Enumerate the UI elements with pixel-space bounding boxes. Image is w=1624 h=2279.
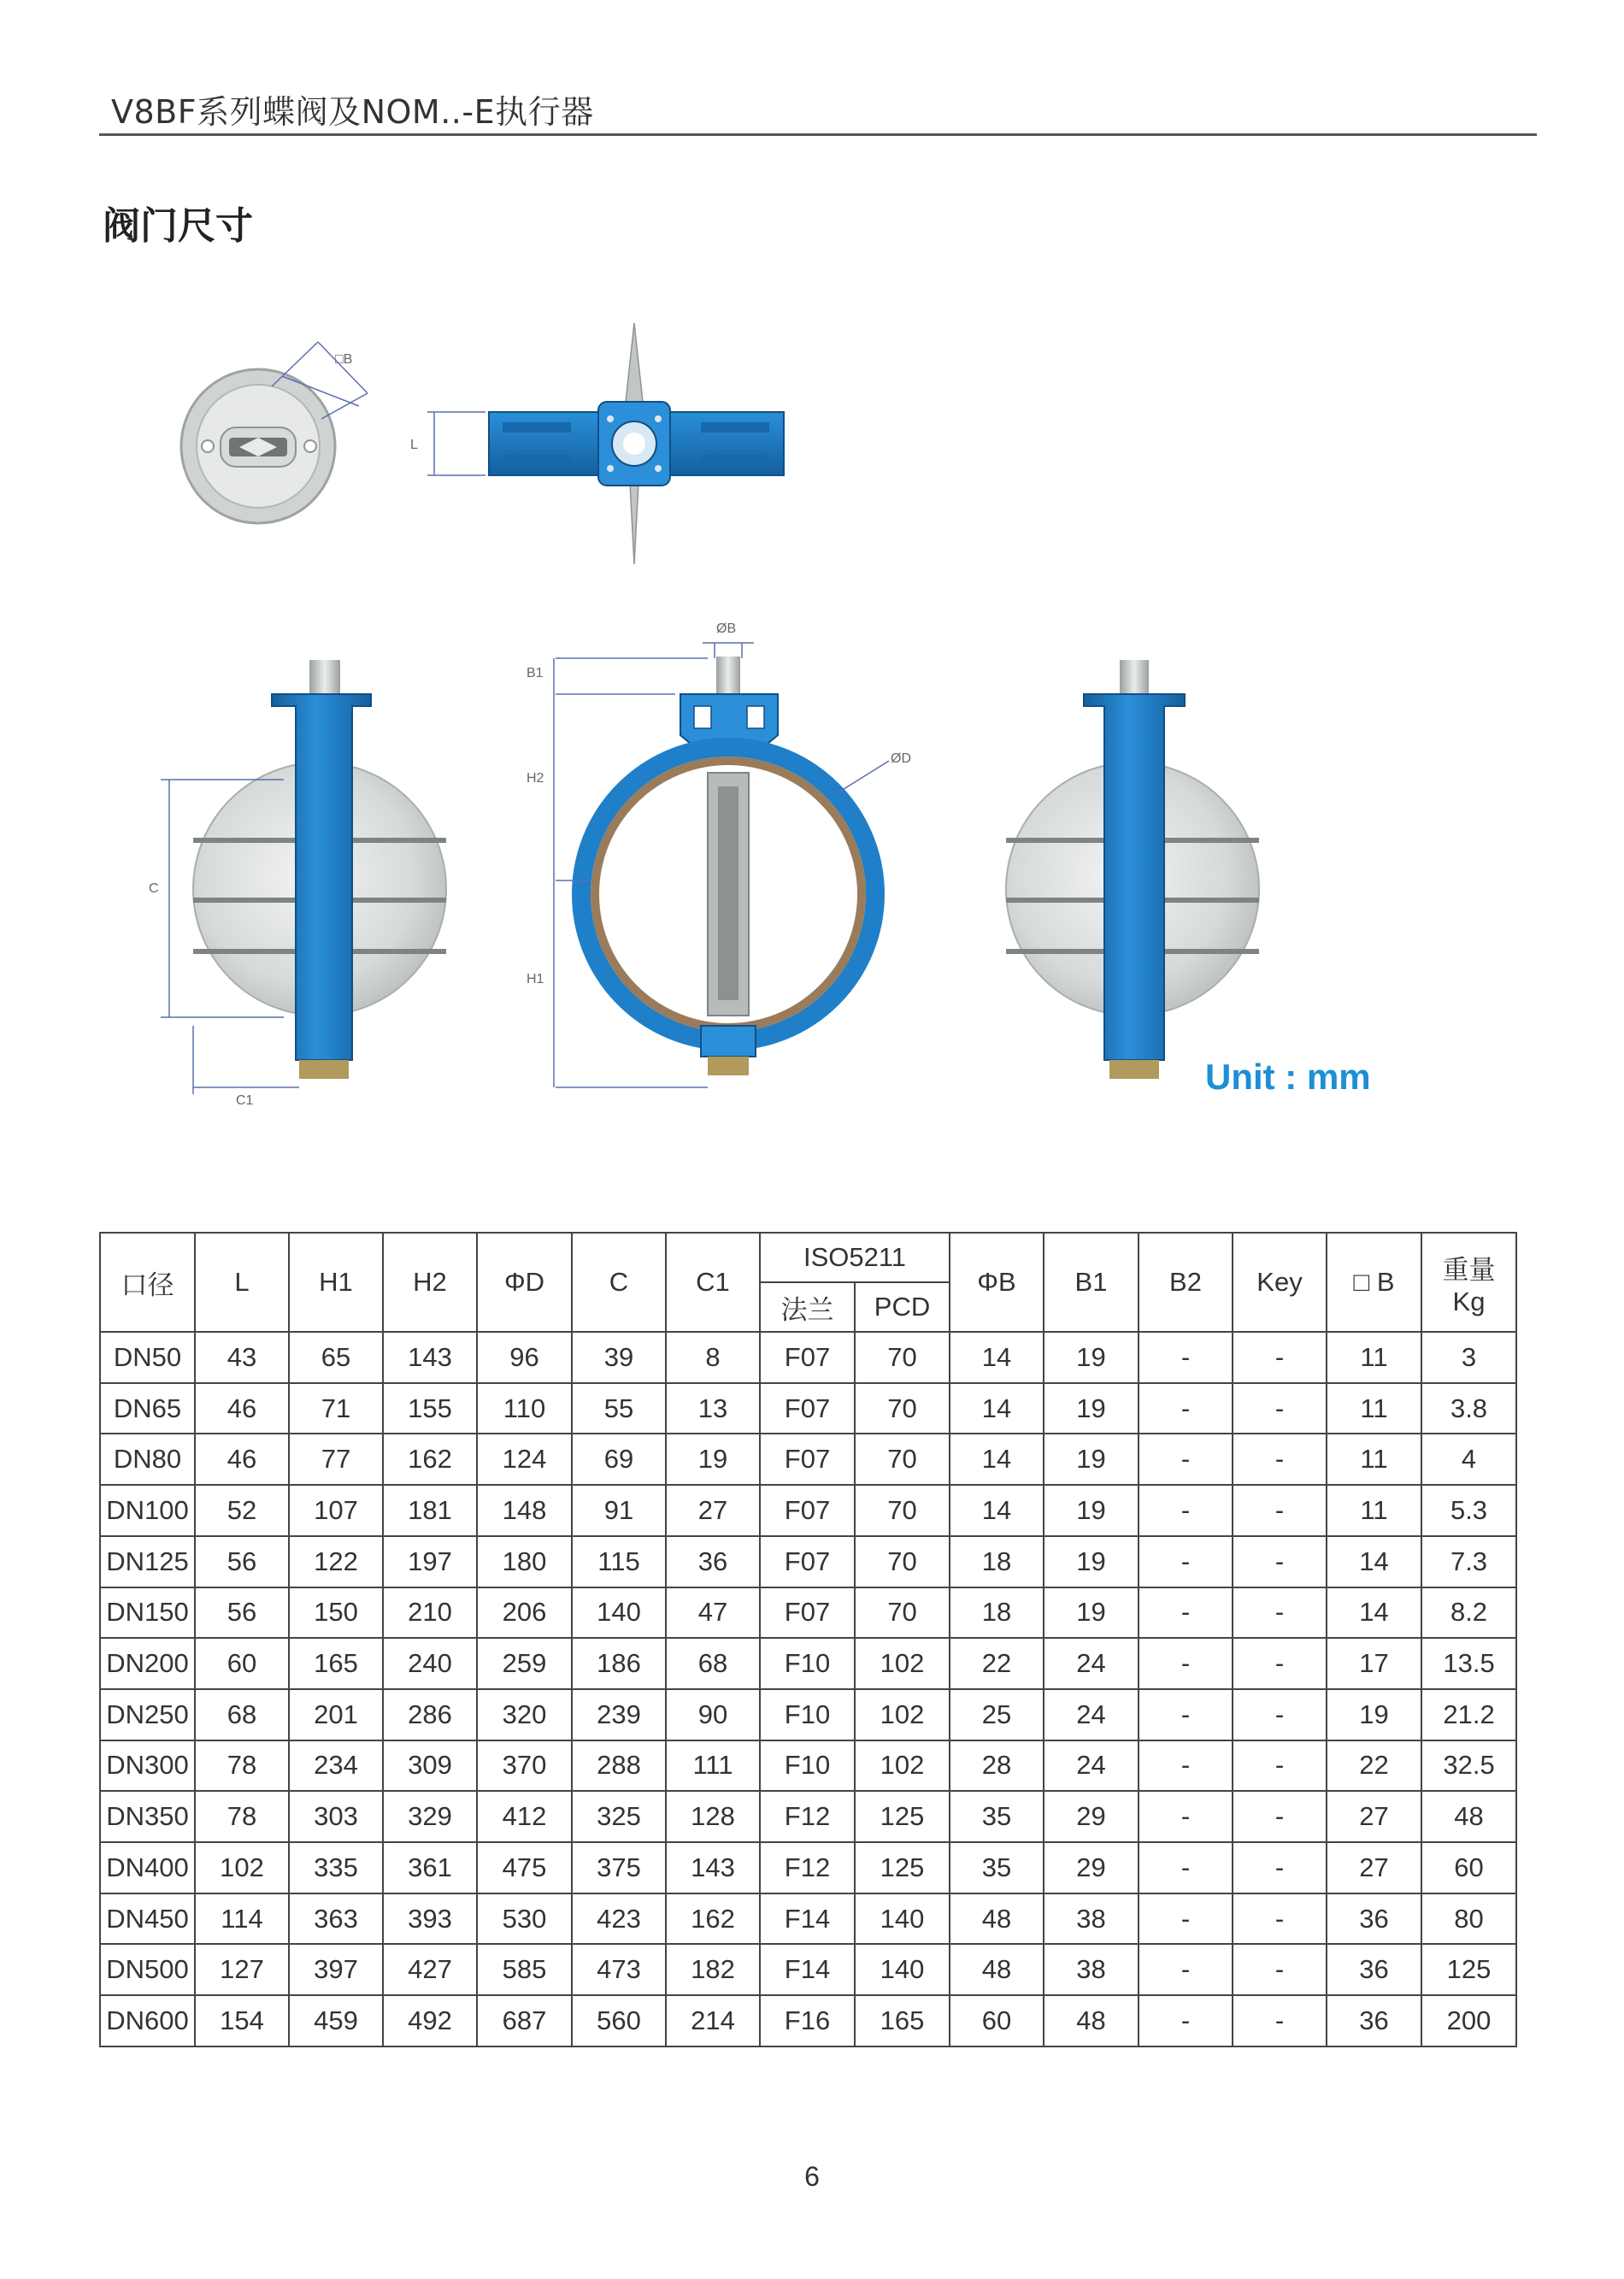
table-cell: 162 <box>666 1893 760 1945</box>
table-cell: 234 <box>289 1740 383 1792</box>
table-cell: 69 <box>572 1434 666 1485</box>
table-cell: DN500 <box>100 1944 195 1995</box>
unit-label: Unit : mm <box>1205 1057 1371 1097</box>
table-cell: 36 <box>1327 1995 1421 2046</box>
table-cell: 29 <box>1044 1791 1139 1842</box>
table-cell: 19 <box>1327 1689 1421 1740</box>
table-cell: DN80 <box>100 1434 195 1485</box>
table-cell: 48 <box>1421 1791 1516 1842</box>
column-header-size: 口径 <box>100 1233 195 1332</box>
table-cell: 22 <box>1327 1740 1421 1792</box>
table-cell: 27 <box>666 1485 760 1536</box>
table-cell: 127 <box>195 1944 289 1995</box>
table-cell: 13 <box>666 1383 760 1434</box>
table-cell: DN65 <box>100 1383 195 1434</box>
table-cell: 70 <box>855 1536 950 1587</box>
table-cell: 17 <box>1327 1638 1421 1689</box>
table-cell: 29 <box>1044 1842 1139 1893</box>
table-row <box>100 1587 1516 1639</box>
table-row <box>100 1791 1516 1842</box>
table-row <box>100 1638 1516 1689</box>
table-row <box>100 1383 1516 1434</box>
table-header-row <box>100 1233 1516 1282</box>
valve-dimension-table <box>99 1232 1517 2047</box>
table-cell: 38 <box>1044 1944 1139 1995</box>
column-header-l: L <box>195 1233 289 1332</box>
table-cell: 47 <box>666 1587 760 1639</box>
table-cell: 459 <box>289 1995 383 2046</box>
section-title: 阀门尺寸 <box>103 204 253 248</box>
table-cell: 363 <box>289 1893 383 1945</box>
table-cell: 329 <box>383 1791 477 1842</box>
column-header-phi-d: ΦD <box>477 1233 572 1332</box>
table-cell: 60 <box>1421 1842 1516 1893</box>
column-header-phi-b: ΦB <box>950 1233 1044 1332</box>
table-cell: 214 <box>666 1995 760 2046</box>
table-cell: - <box>1233 1944 1327 1995</box>
table-cell: 60 <box>950 1995 1044 2046</box>
table-row <box>100 1689 1516 1740</box>
l-dimension-label: L <box>410 438 418 452</box>
table-cell: 19 <box>1044 1383 1139 1434</box>
table-cell: - <box>1139 1536 1233 1587</box>
table-cell: F14 <box>760 1893 855 1945</box>
column-header-b2: B2 <box>1139 1233 1233 1332</box>
table-cell: 18 <box>950 1536 1044 1587</box>
table-cell: 14 <box>1327 1587 1421 1639</box>
table-cell: 24 <box>1044 1740 1139 1792</box>
table-cell: 48 <box>950 1893 1044 1945</box>
table-cell: 288 <box>572 1740 666 1792</box>
column-header-pcd: PCD <box>855 1282 950 1332</box>
table-cell: 22 <box>950 1638 1044 1689</box>
weight-unit-label: Kg <box>1452 1286 1486 1316</box>
table-row <box>100 1536 1516 1587</box>
table-cell: 5.3 <box>1421 1485 1516 1536</box>
table-cell: - <box>1139 1332 1233 1383</box>
table-row <box>100 1740 1516 1792</box>
table-cell: 125 <box>1421 1944 1516 1995</box>
table-cell: - <box>1233 1383 1327 1434</box>
table-cell: DN250 <box>100 1689 195 1740</box>
table-cell: - <box>1233 1995 1327 2046</box>
table-cell: 140 <box>855 1893 950 1945</box>
table-cell: 240 <box>383 1638 477 1689</box>
table-cell: - <box>1139 1485 1233 1536</box>
c1-dimension-label: C1 <box>236 1093 254 1108</box>
table-cell: 11 <box>1327 1485 1421 1536</box>
table-cell: 13.5 <box>1421 1638 1516 1689</box>
table-cell: - <box>1139 1740 1233 1792</box>
table-cell: 492 <box>383 1995 477 2046</box>
table-cell: 397 <box>289 1944 383 1995</box>
table-cell: 181 <box>383 1485 477 1536</box>
table-cell: F07 <box>760 1485 855 1536</box>
right-side-view-drawing <box>1006 660 1259 1079</box>
table-cell: - <box>1233 1638 1327 1689</box>
table-cell: DN300 <box>100 1740 195 1792</box>
table-cell: 46 <box>195 1383 289 1434</box>
table-cell: 102 <box>855 1740 950 1792</box>
table-cell: 70 <box>855 1434 950 1485</box>
table-cell: DN50 <box>100 1332 195 1383</box>
table-cell: 115 <box>572 1536 666 1587</box>
table-cell: 197 <box>383 1536 477 1587</box>
dia-b-dimension-label: ØB <box>716 621 737 636</box>
table-cell: - <box>1139 1893 1233 1945</box>
table-cell: - <box>1233 1536 1327 1587</box>
table-cell: - <box>1139 1383 1233 1434</box>
table-cell: 78 <box>195 1791 289 1842</box>
table-cell: 27 <box>1327 1791 1421 1842</box>
table-cell: 475 <box>477 1842 572 1893</box>
table-cell: 155 <box>383 1383 477 1434</box>
table-cell: 35 <box>950 1842 1044 1893</box>
table-cell: 46 <box>195 1434 289 1485</box>
table-cell: 43 <box>195 1332 289 1383</box>
table-cell: 91 <box>572 1485 666 1536</box>
table-cell: 71 <box>289 1383 383 1434</box>
table-cell: 303 <box>289 1791 383 1842</box>
table-cell: 18 <box>950 1587 1044 1639</box>
table-body <box>100 1332 1516 2046</box>
table-cell: F07 <box>760 1332 855 1383</box>
table-cell: 140 <box>855 1944 950 1995</box>
table-cell: 182 <box>666 1944 760 1995</box>
table-cell: 201 <box>289 1689 383 1740</box>
table-cell: 70 <box>855 1485 950 1536</box>
column-header-c1: C1 <box>666 1233 760 1332</box>
table-cell: 560 <box>572 1995 666 2046</box>
table-cell: 56 <box>195 1536 289 1587</box>
table-cell: 36 <box>1327 1944 1421 1995</box>
table-cell: 370 <box>477 1740 572 1792</box>
table-cell: - <box>1233 1893 1327 1945</box>
table-cell: DN200 <box>100 1638 195 1689</box>
table-cell: 35 <box>950 1791 1044 1842</box>
table-cell: 102 <box>855 1689 950 1740</box>
table-row <box>100 1944 1516 1995</box>
table-cell: - <box>1139 1944 1233 1995</box>
table-cell: DN600 <box>100 1995 195 2046</box>
table-cell: 110 <box>477 1383 572 1434</box>
table-cell: 102 <box>855 1638 950 1689</box>
column-header-square-b: □ B <box>1327 1233 1421 1332</box>
dia-d-dimension-label: ØD <box>891 751 911 766</box>
table-cell: 70 <box>855 1587 950 1639</box>
table-cell: 107 <box>289 1485 383 1536</box>
table-cell: F10 <box>760 1740 855 1792</box>
table-cell: F07 <box>760 1587 855 1639</box>
table-cell: 125 <box>855 1842 950 1893</box>
table-cell: 24 <box>1044 1638 1139 1689</box>
table-cell: - <box>1139 1638 1233 1689</box>
table-cell: 125 <box>855 1791 950 1842</box>
table-row <box>100 1842 1516 1893</box>
table-cell: 111 <box>666 1740 760 1792</box>
table-cell: 60 <box>195 1638 289 1689</box>
table-cell: DN150 <box>100 1587 195 1639</box>
table-cell: 239 <box>572 1689 666 1740</box>
table-cell: 48 <box>950 1944 1044 1995</box>
table-cell: 427 <box>383 1944 477 1995</box>
table-cell: 55 <box>572 1383 666 1434</box>
table-cell: F12 <box>760 1842 855 1893</box>
column-header-c: C <box>572 1233 666 1332</box>
column-header-weight <box>1421 1233 1516 1332</box>
table-cell: F12 <box>760 1791 855 1842</box>
weight-label: 重量 <box>1442 1254 1496 1285</box>
table-cell: 335 <box>289 1842 383 1893</box>
table-cell: 114 <box>195 1893 289 1945</box>
table-cell: 309 <box>383 1740 477 1792</box>
table-cell: 19 <box>1044 1587 1139 1639</box>
table-cell: F10 <box>760 1689 855 1740</box>
table-cell: 68 <box>666 1638 760 1689</box>
table-cell: 78 <box>195 1740 289 1792</box>
c-dimension-label: C <box>149 881 159 896</box>
table-cell: 122 <box>289 1536 383 1587</box>
table-cell: 162 <box>383 1434 477 1485</box>
table-cell: 200 <box>1421 1995 1516 2046</box>
table-cell: 165 <box>289 1638 383 1689</box>
table-cell: 11 <box>1327 1434 1421 1485</box>
table-cell: - <box>1139 1434 1233 1485</box>
table-cell: 393 <box>383 1893 477 1945</box>
table-cell: 38 <box>1044 1893 1139 1945</box>
column-header-iso5211: ISO5211 <box>760 1233 950 1282</box>
table-cell: 14 <box>950 1485 1044 1536</box>
side-section-drawing <box>410 323 784 564</box>
table-cell: 150 <box>289 1587 383 1639</box>
front-view-drawing <box>527 621 911 1087</box>
table-cell: 530 <box>477 1893 572 1945</box>
table-cell: - <box>1139 1689 1233 1740</box>
table-cell: 206 <box>477 1587 572 1639</box>
table-cell: 143 <box>383 1332 477 1383</box>
table-cell: 3.8 <box>1421 1383 1516 1434</box>
table-cell: 14 <box>950 1383 1044 1434</box>
table-cell: - <box>1139 1995 1233 2046</box>
left-side-view-drawing <box>149 660 446 1108</box>
table-cell: 19 <box>666 1434 760 1485</box>
table-cell: 361 <box>383 1842 477 1893</box>
table-cell: 39 <box>572 1332 666 1383</box>
column-header-b1: B1 <box>1044 1233 1139 1332</box>
table-cell: - <box>1139 1791 1233 1842</box>
table-cell: - <box>1233 1689 1327 1740</box>
square-b-dimension-label: □B <box>335 352 353 367</box>
table-cell: 19 <box>1044 1485 1139 1536</box>
table-cell: DN350 <box>100 1791 195 1842</box>
table-cell: 286 <box>383 1689 477 1740</box>
table-cell: - <box>1233 1842 1327 1893</box>
table-cell: 375 <box>572 1842 666 1893</box>
table-cell: 36 <box>666 1536 760 1587</box>
table-cell: 70 <box>855 1332 950 1383</box>
table-cell: 11 <box>1327 1383 1421 1434</box>
table-cell: 4 <box>1421 1434 1516 1485</box>
table-cell: 473 <box>572 1944 666 1995</box>
table-cell: 423 <box>572 1893 666 1945</box>
table-cell: DN125 <box>100 1536 195 1587</box>
column-header-key: Key <box>1233 1233 1327 1332</box>
table-cell: 165 <box>855 1995 950 2046</box>
table-cell: 154 <box>195 1995 289 2046</box>
table-cell: - <box>1233 1332 1327 1383</box>
column-header-h1: H1 <box>289 1233 383 1332</box>
table-cell: 48 <box>1044 1995 1139 2046</box>
top-view-drawing <box>181 342 368 523</box>
table-cell: 14 <box>1327 1536 1421 1587</box>
table-cell: 687 <box>477 1995 572 2046</box>
table-cell: 19 <box>1044 1536 1139 1587</box>
table-cell: 96 <box>477 1332 572 1383</box>
table-cell: 70 <box>855 1383 950 1434</box>
h1-dimension-label: H1 <box>527 972 544 986</box>
column-header-flange: 法兰 <box>760 1282 855 1332</box>
table-cell: - <box>1139 1587 1233 1639</box>
table-cell: 7.3 <box>1421 1536 1516 1587</box>
table-cell: 24 <box>1044 1689 1139 1740</box>
table-cell: 325 <box>572 1791 666 1842</box>
table-cell: 68 <box>195 1689 289 1740</box>
table-cell: 320 <box>477 1689 572 1740</box>
table-cell: - <box>1233 1434 1327 1485</box>
table-cell: 102 <box>195 1842 289 1893</box>
table-cell: - <box>1233 1485 1327 1536</box>
table-cell: 412 <box>477 1791 572 1842</box>
table-cell: 32.5 <box>1421 1740 1516 1792</box>
table-cell: F14 <box>760 1944 855 1995</box>
table-cell: 8.2 <box>1421 1587 1516 1639</box>
table-cell: 28 <box>950 1740 1044 1792</box>
table-cell: F07 <box>760 1536 855 1587</box>
table-cell: 210 <box>383 1587 477 1639</box>
table-row <box>100 1332 1516 1383</box>
table-cell: 77 <box>289 1434 383 1485</box>
table-cell: 140 <box>572 1587 666 1639</box>
column-header-h2: H2 <box>383 1233 477 1332</box>
table-cell: 19 <box>1044 1332 1139 1383</box>
table-cell: DN400 <box>100 1842 195 1893</box>
table-cell: 27 <box>1327 1842 1421 1893</box>
table-cell: 148 <box>477 1485 572 1536</box>
table-cell: 124 <box>477 1434 572 1485</box>
table-cell: F10 <box>760 1638 855 1689</box>
table-cell: 585 <box>477 1944 572 1995</box>
table-row <box>100 1485 1516 1536</box>
table-cell: 180 <box>477 1536 572 1587</box>
h2-dimension-label: H2 <box>527 771 544 786</box>
table-cell: - <box>1233 1587 1327 1639</box>
table-cell: 186 <box>572 1638 666 1689</box>
table-cell: F16 <box>760 1995 855 2046</box>
table-cell: 56 <box>195 1587 289 1639</box>
table-row <box>100 1995 1516 2046</box>
table-cell: F07 <box>760 1383 855 1434</box>
page-number: 6 <box>804 2161 820 2192</box>
table-cell: 259 <box>477 1638 572 1689</box>
table-cell: - <box>1139 1842 1233 1893</box>
table-cell: 3 <box>1421 1332 1516 1383</box>
table-cell: - <box>1233 1740 1327 1792</box>
table-cell: - <box>1233 1791 1327 1842</box>
table-cell: 21.2 <box>1421 1689 1516 1740</box>
table-cell: 143 <box>666 1842 760 1893</box>
table-cell: 36 <box>1327 1893 1421 1945</box>
table-cell: 90 <box>666 1689 760 1740</box>
table-row <box>100 1434 1516 1485</box>
table-cell: 52 <box>195 1485 289 1536</box>
table-cell: 25 <box>950 1689 1044 1740</box>
table-cell: DN100 <box>100 1485 195 1536</box>
table-cell: 80 <box>1421 1893 1516 1945</box>
table-cell: 8 <box>666 1332 760 1383</box>
table-cell: 19 <box>1044 1434 1139 1485</box>
table-cell: F07 <box>760 1434 855 1485</box>
table-cell: DN450 <box>100 1893 195 1945</box>
document-header-title: V8BF系列蝶阀及NOM..-E执行器 <box>111 93 594 131</box>
b1-dimension-label: B1 <box>527 666 544 680</box>
table-cell: 128 <box>666 1791 760 1842</box>
table-cell: 14 <box>950 1332 1044 1383</box>
table-row <box>100 1893 1516 1945</box>
table-cell: 65 <box>289 1332 383 1383</box>
table-cell: 14 <box>950 1434 1044 1485</box>
table-cell: 11 <box>1327 1332 1421 1383</box>
